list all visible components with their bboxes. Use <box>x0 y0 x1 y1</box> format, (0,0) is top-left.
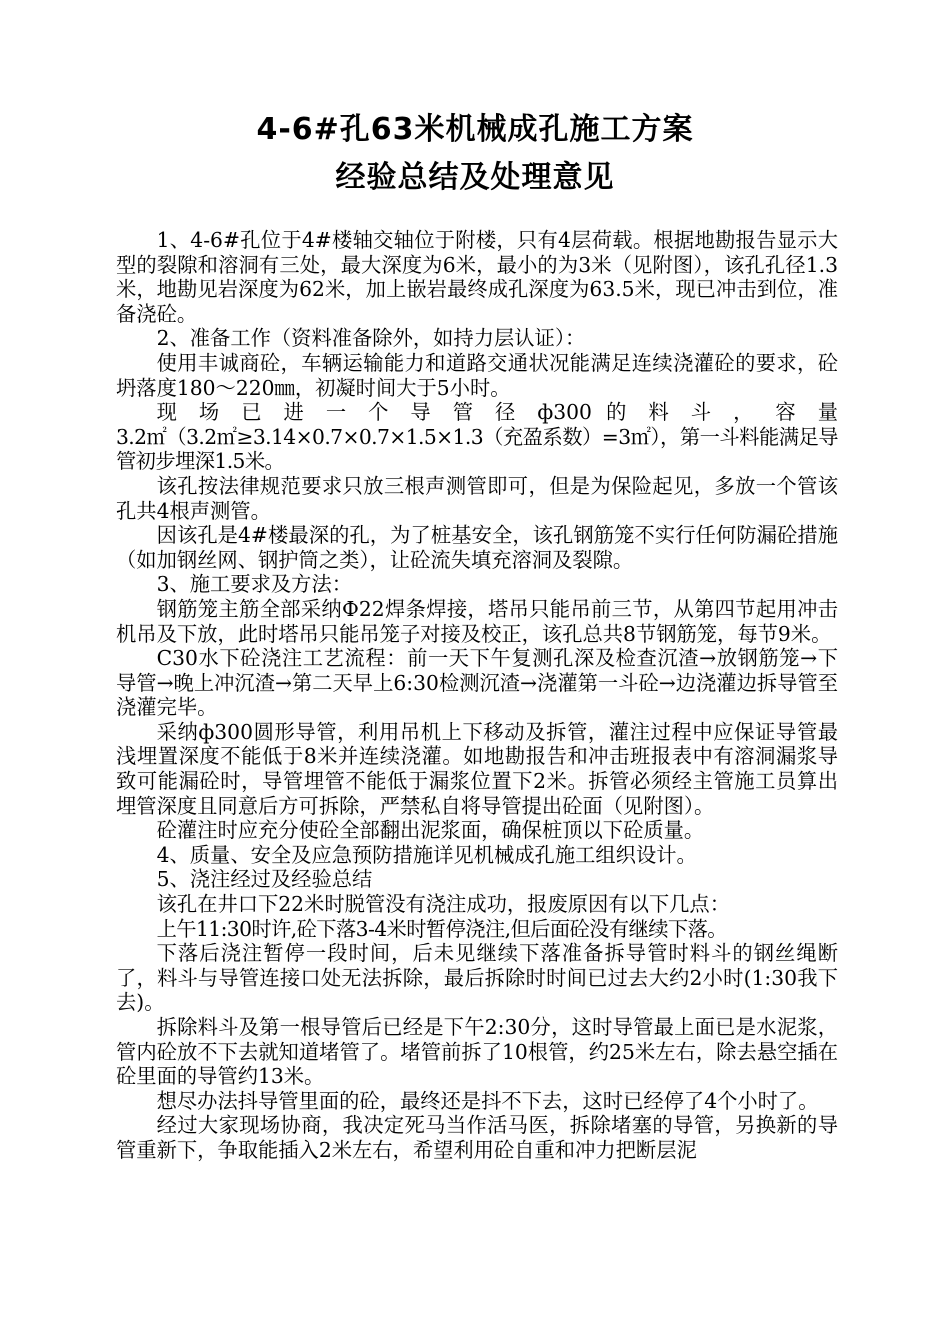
paragraph-tremie: 采纳ф300圆形导管，利用吊机上下移动及拆管，灌注过程中应保证导管最浅埋置深度不能低于8米并连续浇灌。如地勘报告和冲击班报表中有溶洞漏浆导致可能漏砼时，导管埋管不能低于漏浆位置下2米。拆管必须经主管施工员算出埋管深度且同意后方可拆除，严禁私自将导管提出砼面（见附图）。 <box>116 719 838 818</box>
paragraph-pause: 下落后浇注暂停一段时间，后未见继续下落准备拆导管时料斗的钢丝绳断了，料斗与导管连接口处无法拆除，最后拆除时时间已过去大约2小时(1:30我下去)。 <box>116 941 838 1015</box>
paragraph-decision: 经过大家现场协商，我决定死马当作活马医，拆除堵塞的导管，另换新的导管重新下，争取能插入2米左右，希望利用砼自重和冲力把断层泥 <box>116 1113 838 1162</box>
paragraph-quality: 砼灌注时应充分使砼全部翻出泥浆面，确保桩顶以下砼质量。 <box>156 818 705 843</box>
document-body <box>116 228 838 1163</box>
paragraph-blockage: 拆除料斗及第一根导管后已经是下午2:30分，这时导管最上面已是水泥浆，管内砼放不下去就知道堵管了。堵管前拆了10根管，约25米左右，除去悬空插在砼里面的导管约13米。 <box>116 1015 838 1089</box>
paragraph-morning: 上午11:30时许,砼下落3-4米时暂停浇注,但后面砼没有继续下落。 <box>156 916 727 941</box>
paragraph-hopper-line: 现 场 已 进 一 个 导 管 径 ф300 的 料 斗 ， 容 量 <box>156 400 838 425</box>
document-title: 4-6#孔63米机械成孔施工方案 <box>256 112 694 147</box>
paragraph-failure: 该孔在井口下22米时脱管没有浇注成功，报废原因有以下几点： <box>156 892 730 917</box>
paragraph-process: C30水下砼浇注工艺流程：前一天下午复测孔深及检查沉渣→放钢筋笼→下导管→晚上冲沉渣→第二天早上6:30检测沉渣→浇灌第一斗砼→边浇灌边拆导管至浇灌完毕。 <box>116 646 838 720</box>
document-subtitle: 经验总结及处理意见 <box>335 160 615 195</box>
section-heading-3: 3、施工要求及方法： <box>156 572 353 597</box>
paragraph-sound-tubes: 该孔按法律规范要求只放三根声测管即可，但是为保险起见，多放一个管该孔共4根声测管。 <box>116 473 838 523</box>
paragraph-rebar: 钢筋笼主筋全部采纳Ф22焊条焊接，塔吊只能吊前三节，从第四节起用冲击机吊及下放，此时塔吊只能吊笼子对接及校正，该孔总共8节钢筋笼，每节9米。 <box>116 596 838 646</box>
paragraph-1: 1、4-6#孔位于4#楼轴交轴位于附楼，只有4层荷载。根据地勘报告显示大型的裂隙和溶洞有三处，最大深度为6米，最小的为3米（见附图），该孔孔径1.3米，地勘见岩深度为62米，加上嵌岩最终成孔深度为63.5米，现已冲击到位，准备浇砼。 <box>116 228 838 326</box>
paragraph-cage: 因该孔是4#楼最深的孔，为了桩基安全，该孔钢筋笼不实行任何防漏砼措施（如加钢丝网、钢护筒之类），让砼流失填充溶洞及裂隙。 <box>116 523 838 572</box>
section-heading-2: 2、准备工作（资料准备除外，如持力层认证）： <box>156 326 586 351</box>
paragraph-hopper-calc: 3.2㎡（3.2㎡≥3.14×0.7×0.7×1.5×1.3（充盈系数）=3㎡），第一斗料能满足导管初步埋深1.5米。 <box>116 424 838 474</box>
paragraph-shaking: 想尽办法抖导管里面的砼，最终还是抖不下去，这时已经停了4个小时了。 <box>156 1088 819 1113</box>
section-heading-5: 5、浇注经过及经验总结 <box>156 867 373 892</box>
paragraph-concrete: 使用丰诚商砼，车辆运输能力和道路交通状况能满足连续浇灌砼的要求，砼坍落度180～220㎜，初凝时间大于5小时。 <box>116 350 838 400</box>
section-heading-4: 4、质量、安全及应急预防措施详见机械成孔施工组织设计。 <box>156 842 697 867</box>
